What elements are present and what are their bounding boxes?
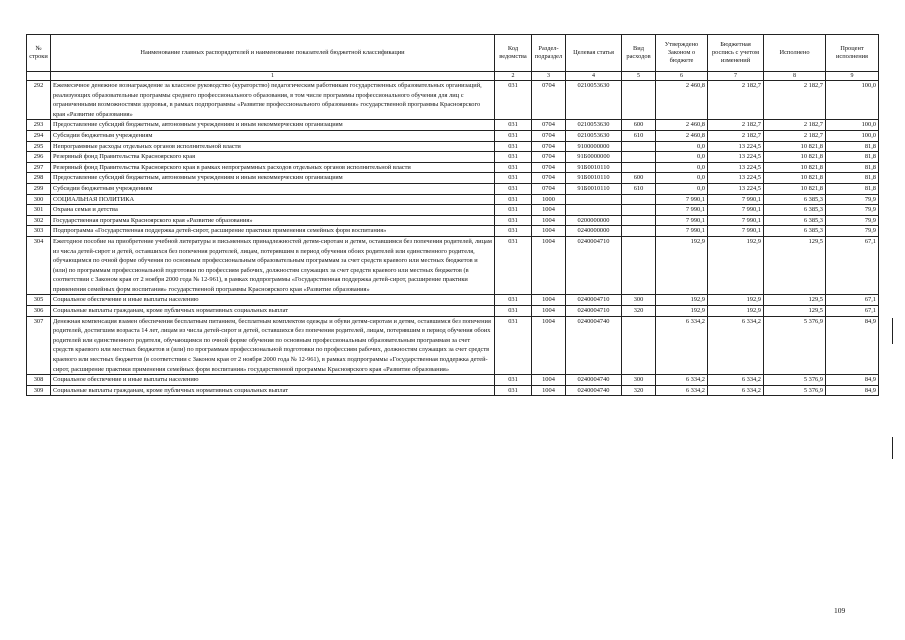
approved-amount: 2 460,8 [656, 81, 708, 120]
department-code: 031 [495, 316, 532, 375]
execution-percent: 100,0 [826, 120, 879, 131]
executed-amount: 6 385,3 [764, 226, 826, 237]
department-code: 031 [495, 215, 532, 226]
indicator-name: Социальные выплаты гражданам, кроме публичных нормативных социальных выплат [51, 306, 495, 317]
execution-percent: 84,9 [826, 316, 879, 375]
expense-kind-code: 320 [622, 306, 656, 317]
column-number: 1 [51, 72, 495, 81]
column-header: Процент исполнения [826, 35, 879, 72]
target-item-code: 0210053630 [566, 120, 622, 131]
section-code: 0704 [532, 81, 566, 120]
approved-amount: 192,9 [656, 236, 708, 295]
revised-amount: 13 224,5 [708, 183, 764, 194]
department-code: 031 [495, 236, 532, 295]
table-row [27, 162, 879, 173]
target-item-code [566, 205, 622, 216]
row-number: 292 [27, 81, 51, 120]
executed-amount: 6 385,3 [764, 205, 826, 216]
table-row [27, 183, 879, 194]
approved-amount: 2 460,8 [656, 130, 708, 141]
section-code: 0704 [532, 120, 566, 131]
department-code: 031 [495, 173, 532, 184]
row-number: 298 [27, 173, 51, 184]
section-code: 0704 [532, 130, 566, 141]
column-number: 2 [495, 72, 532, 81]
column-header: Код ведомства [495, 35, 532, 72]
executed-amount: 5 376,9 [764, 316, 826, 375]
indicator-name: Предоставление субсидий бюджетным, автономным учреждениям и иным некоммерческим организациям [51, 173, 495, 184]
revised-amount: 192,9 [708, 236, 764, 295]
section-code: 0704 [532, 173, 566, 184]
row-number: 300 [27, 194, 51, 205]
department-code: 031 [495, 141, 532, 152]
executed-amount: 129,5 [764, 236, 826, 295]
expense-kind-code [622, 194, 656, 205]
column-header: Вид расходов [622, 35, 656, 72]
target-item-code: 0210053630 [566, 81, 622, 120]
department-code: 031 [495, 306, 532, 317]
row-number: 295 [27, 141, 51, 152]
row-number: 297 [27, 162, 51, 173]
expense-kind-code [622, 236, 656, 295]
column-number: 3 [532, 72, 566, 81]
expense-kind-code [622, 215, 656, 226]
target-item-code: 91Б0000000 [566, 152, 622, 163]
expense-kind-code [622, 226, 656, 237]
scan-margin-mark [892, 437, 893, 459]
expense-kind-code: 320 [622, 385, 656, 396]
expense-kind-code: 600 [622, 120, 656, 131]
table-row [27, 295, 879, 306]
expense-kind-code [622, 316, 656, 375]
approved-amount: 6 334,2 [656, 385, 708, 396]
revised-amount: 6 334,2 [708, 385, 764, 396]
table-row [27, 215, 879, 226]
target-item-code: 9100000000 [566, 141, 622, 152]
section-code: 0704 [532, 183, 566, 194]
section-code: 0704 [532, 162, 566, 173]
row-number: 302 [27, 215, 51, 226]
revised-amount: 192,9 [708, 306, 764, 317]
table-row [27, 194, 879, 205]
revised-amount: 7 990,1 [708, 215, 764, 226]
row-number: 301 [27, 205, 51, 216]
executed-amount: 129,5 [764, 295, 826, 306]
executed-amount: 6 385,3 [764, 215, 826, 226]
table-row [27, 205, 879, 216]
section-code: 0704 [532, 152, 566, 163]
table-header [27, 35, 879, 81]
row-number: 294 [27, 130, 51, 141]
row-number: 307 [27, 316, 51, 375]
executed-amount: 10 821,8 [764, 141, 826, 152]
approved-amount: 7 990,1 [656, 205, 708, 216]
table-row [27, 81, 879, 120]
column-header: Бюджетная роспись с учетом изменений [708, 35, 764, 72]
column-number: 6 [656, 72, 708, 81]
section-code: 1004 [532, 205, 566, 216]
expense-kind-code: 610 [622, 183, 656, 194]
approved-amount: 7 990,1 [656, 226, 708, 237]
section-code: 1004 [532, 295, 566, 306]
row-number: 309 [27, 385, 51, 396]
indicator-name: Подпрограмма «Государственная поддержка детей-сирот, расширение практики применения семейных форм воспитания» [51, 226, 495, 237]
target-item-code: 91Б0010110 [566, 173, 622, 184]
table-row [27, 226, 879, 237]
executed-amount: 6 385,3 [764, 194, 826, 205]
indicator-name: Субсидии бюджетным учреждениям [51, 183, 495, 194]
execution-percent: 81,8 [826, 183, 879, 194]
header-row [27, 35, 879, 72]
executed-amount: 10 821,8 [764, 152, 826, 163]
approved-amount: 0,0 [656, 173, 708, 184]
revised-amount: 7 990,1 [708, 226, 764, 237]
expense-kind-code: 610 [622, 130, 656, 141]
executed-amount: 129,5 [764, 306, 826, 317]
scan-margin-mark [892, 318, 893, 344]
execution-percent: 67,1 [826, 236, 879, 295]
section-code: 1004 [532, 375, 566, 386]
table-row [27, 152, 879, 163]
execution-percent: 67,1 [826, 306, 879, 317]
approved-amount: 0,0 [656, 183, 708, 194]
execution-percent: 81,8 [826, 152, 879, 163]
executed-amount: 10 821,8 [764, 162, 826, 173]
department-code: 031 [495, 120, 532, 131]
expense-kind-code: 300 [622, 295, 656, 306]
indicator-name: Непрограммные расходы отдельных органов исполнительной власти [51, 141, 495, 152]
revised-amount: 7 990,1 [708, 194, 764, 205]
indicator-name: Субсидии бюджетным учреждениям [51, 130, 495, 141]
target-item-code: 91Б0010110 [566, 183, 622, 194]
expense-kind-code [622, 152, 656, 163]
approved-amount: 7 990,1 [656, 194, 708, 205]
section-code: 1004 [532, 215, 566, 226]
department-code: 031 [495, 81, 532, 120]
column-number: 9 [826, 72, 879, 81]
expense-kind-code: 600 [622, 173, 656, 184]
column-number [27, 72, 51, 81]
executed-amount: 5 376,9 [764, 375, 826, 386]
table-row [27, 236, 879, 295]
column-header: Утверждено Законом о бюджете [656, 35, 708, 72]
execution-percent: 79,9 [826, 205, 879, 216]
department-code: 031 [495, 130, 532, 141]
target-item-code: 0240004710 [566, 236, 622, 295]
target-item-code: 0240000000 [566, 226, 622, 237]
section-code: 1004 [532, 236, 566, 295]
column-header: Раздел-подраздел [532, 35, 566, 72]
page-number: 109 [834, 606, 846, 615]
row-number: 296 [27, 152, 51, 163]
executed-amount: 10 821,8 [764, 173, 826, 184]
target-item-code: 0200000000 [566, 215, 622, 226]
executed-amount: 2 182,7 [764, 130, 826, 141]
approved-amount: 2 460,8 [656, 120, 708, 131]
revised-amount: 192,9 [708, 295, 764, 306]
indicator-name: Ежегодное пособие на приобретение учебной литературы и письменных принадлежностей детям-сиротам и детям, оставшимся без попечения родителей, лицам из числа детей-сирот и детей, оставшихся без попечения родителей, лицам, потерявшим в период обучения обоих родителей или единственного родителя, обучающимся по очной форме обучения по основным профессиональным образовательным программам за счет средств краевого или местных бюджетов и (или) по программам профессиональной подготовки по профессиям рабочих, должностям служащих за счет средств краевого или местных бюджетов (в соответствии с Законом края от 2 ноября 2000 года № 12-961), в рамках подпрограммы «Государственная поддержка детей-сирот, расширение практики применения семейных форм воспитания» государственной программы Красноярского края «Развитие образования» [51, 236, 495, 295]
row-number: 306 [27, 306, 51, 317]
department-code: 031 [495, 226, 532, 237]
indicator-name: Государственная программа Красноярского края «Развитие образования» [51, 215, 495, 226]
table-row [27, 316, 879, 375]
row-number: 299 [27, 183, 51, 194]
section-code: 1004 [532, 306, 566, 317]
revised-amount: 6 334,2 [708, 316, 764, 375]
indicator-name: Социальные выплаты гражданам, кроме публичных нормативных социальных выплат [51, 385, 495, 396]
column-header: Целевая статья [566, 35, 622, 72]
target-item-code: 0240004710 [566, 306, 622, 317]
executed-amount: 5 376,9 [764, 385, 826, 396]
row-number: 305 [27, 295, 51, 306]
indicator-name: Резервный фонд Правительства Красноярского края [51, 152, 495, 163]
indicator-name: СОЦИАЛЬНАЯ ПОЛИТИКА [51, 194, 495, 205]
section-code: 0704 [532, 141, 566, 152]
table-row [27, 130, 879, 141]
revised-amount: 7 990,1 [708, 205, 764, 216]
execution-percent: 100,0 [826, 81, 879, 120]
execution-percent: 81,8 [826, 162, 879, 173]
target-item-code: 91Б0010110 [566, 162, 622, 173]
execution-percent: 81,8 [826, 141, 879, 152]
indicator-name: Ежемесячное денежное вознаграждение за классное руководство (кураторство) педагогическим работникам государственных образовательных организаций, реализующих образовательные программы среднего профессионального образования, в том числе программы профессионального обучения для лиц с ограниченными возможностями здоровья, в рамках подпрограммы «Развитие профессионального образования» государственной программы Красноярского края «Развитие образования» [51, 81, 495, 120]
execution-percent: 84,9 [826, 385, 879, 396]
column-header: Исполнено [764, 35, 826, 72]
department-code: 031 [495, 375, 532, 386]
row-number: 308 [27, 375, 51, 386]
revised-amount: 13 224,5 [708, 162, 764, 173]
row-number: 303 [27, 226, 51, 237]
column-number: 8 [764, 72, 826, 81]
table-row [27, 120, 879, 131]
target-item-code: 0210053630 [566, 130, 622, 141]
approved-amount: 6 334,2 [656, 375, 708, 386]
revised-amount: 2 182,7 [708, 130, 764, 141]
indicator-name: Социальное обеспечение и иные выплаты населению [51, 375, 495, 386]
column-number: 7 [708, 72, 764, 81]
approved-amount: 0,0 [656, 152, 708, 163]
department-code: 031 [495, 194, 532, 205]
expense-kind-code: 300 [622, 375, 656, 386]
target-item-code: 0240004710 [566, 295, 622, 306]
section-code: 1004 [532, 385, 566, 396]
indicator-name: Денежная компенсация взамен обеспечения бесплатным питанием, бесплатным комплектом одежды и обуви детям-сиротам и детям, оставшимся без попечения родителей, достигшим возраста 14 лет, лицам из числа детей-сирот и детей, оставшихся без попечения родителей, лицам, потерявшим в период обучения обоих родителей или единственного родителя, обучающимся по очной форме обучения по основным профессиональным образовательным программам за счет средств краевого или местных бюджетов и (или) по программам профессиональной подготовки по профессиям рабочих, должностям служащих за счет средств краевого или местных бюджетов (в соответствии с Законом края от 2 ноября 2000 года № 12-961), в рамках подпрограммы «Государственная поддержка детей-сирот, расширение практики применения семейных форм воспитания» государственной программы Красноярского края «Развитие образования» [51, 316, 495, 375]
column-number: 4 [566, 72, 622, 81]
approved-amount: 7 990,1 [656, 215, 708, 226]
executed-amount: 10 821,8 [764, 183, 826, 194]
column-header: Наименование главных распорядителей и наименование показателей бюджетной классификации [51, 35, 495, 72]
table-row [27, 385, 879, 396]
execution-percent: 84,9 [826, 375, 879, 386]
approved-amount: 0,0 [656, 162, 708, 173]
execution-percent: 100,0 [826, 130, 879, 141]
revised-amount: 13 224,5 [708, 173, 764, 184]
executed-amount: 2 182,7 [764, 120, 826, 131]
table-row [27, 141, 879, 152]
budget-execution-table [26, 34, 879, 396]
revised-amount: 6 334,2 [708, 375, 764, 386]
expense-kind-code [622, 205, 656, 216]
column-header: № строки [27, 35, 51, 72]
execution-percent: 79,9 [826, 194, 879, 205]
row-number: 304 [27, 236, 51, 295]
department-code: 031 [495, 152, 532, 163]
column-number-row [27, 72, 879, 81]
target-item-code: 0240004740 [566, 385, 622, 396]
revised-amount: 13 224,5 [708, 152, 764, 163]
section-code: 1004 [532, 316, 566, 375]
section-code: 1004 [532, 226, 566, 237]
approved-amount: 6 334,2 [656, 316, 708, 375]
approved-amount: 192,9 [656, 306, 708, 317]
indicator-name: Резервный фонд Правительства Красноярского края в рамках непрограммных расходов отдельных органов исполнительной власти [51, 162, 495, 173]
execution-percent: 67,1 [826, 295, 879, 306]
target-item-code: 0240004740 [566, 316, 622, 375]
table-row [27, 375, 879, 386]
execution-percent: 81,8 [826, 173, 879, 184]
row-number: 293 [27, 120, 51, 131]
indicator-name: Предоставление субсидий бюджетным, автономным учреждениям и иным некоммерческим организациям [51, 120, 495, 131]
indicator-name: Социальное обеспечение и иные выплаты населению [51, 295, 495, 306]
department-code: 031 [495, 295, 532, 306]
expense-kind-code [622, 141, 656, 152]
section-code: 1000 [532, 194, 566, 205]
revised-amount: 2 182,7 [708, 120, 764, 131]
table-row [27, 306, 879, 317]
department-code: 031 [495, 162, 532, 173]
approved-amount: 0,0 [656, 141, 708, 152]
executed-amount: 2 182,7 [764, 81, 826, 120]
table-row [27, 173, 879, 184]
execution-percent: 79,9 [826, 226, 879, 237]
approved-amount: 192,9 [656, 295, 708, 306]
expense-kind-code [622, 81, 656, 120]
department-code: 031 [495, 385, 532, 396]
execution-percent: 79,9 [826, 215, 879, 226]
revised-amount: 13 224,5 [708, 141, 764, 152]
indicator-name: Охрана семьи и детства [51, 205, 495, 216]
target-item-code [566, 194, 622, 205]
revised-amount: 2 182,7 [708, 81, 764, 120]
expense-kind-code [622, 162, 656, 173]
department-code: 031 [495, 205, 532, 216]
target-item-code: 0240004740 [566, 375, 622, 386]
table-body [27, 81, 879, 396]
column-number: 5 [622, 72, 656, 81]
department-code: 031 [495, 183, 532, 194]
